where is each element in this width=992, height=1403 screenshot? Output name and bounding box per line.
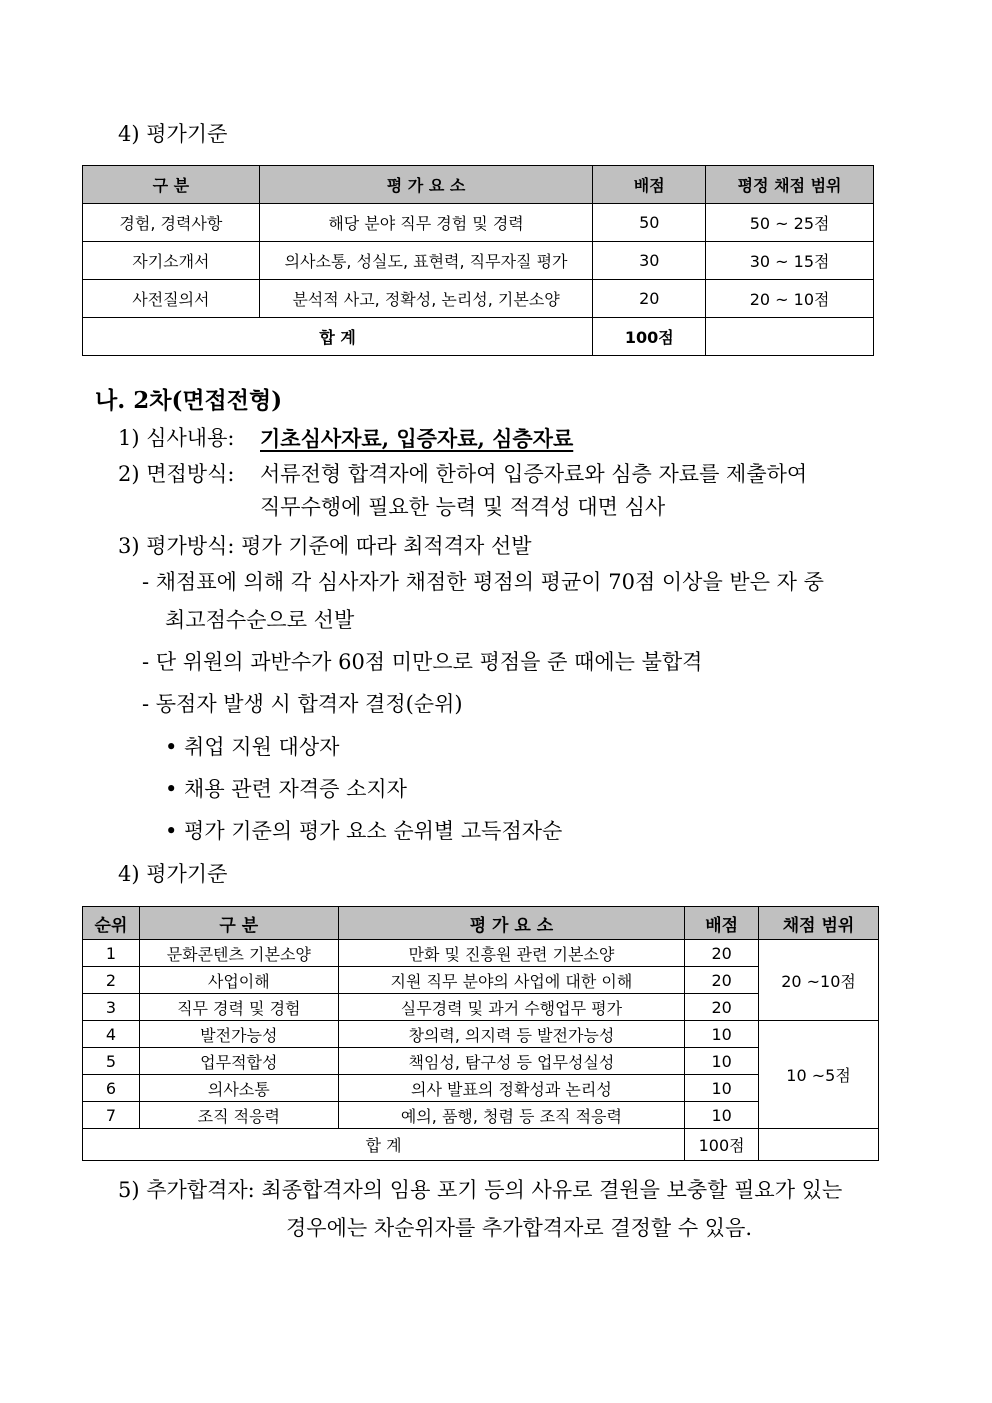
item2-line1: 서류전형 합격자에 한하여 입증자료와 심층 자료를 제출하여 bbox=[260, 462, 808, 486]
cell-element: 의사 발표의 정확성과 논리성 bbox=[338, 1075, 685, 1102]
header-category: 구 분 bbox=[139, 907, 338, 940]
table-row bbox=[83, 1021, 879, 1048]
header-element: 평 가 요 소 bbox=[259, 166, 593, 204]
dash1-line2: 최고점수순으로 선발 bbox=[165, 608, 355, 632]
header-range: 평정 채점 범위 bbox=[706, 166, 874, 204]
cell-rank: 6 bbox=[83, 1075, 140, 1102]
section2-title: 나. 2차(면접전형) bbox=[95, 387, 283, 414]
total-empty bbox=[759, 1129, 879, 1161]
table-row bbox=[83, 280, 874, 318]
dash1-line1: - 채점표에 의해 각 심사자가 채점한 평점의 평균이 70점 이상을 받은 자 중 bbox=[142, 570, 824, 594]
table-header-row bbox=[83, 166, 874, 204]
cell-range-group-a: 20 ~10점 bbox=[759, 940, 879, 1021]
header-range: 채점 범위 bbox=[759, 907, 879, 940]
item1-value: 기초심사자료, 입증자료, 심층자료 bbox=[260, 426, 574, 451]
cell-category: 사업이해 bbox=[139, 967, 338, 994]
total-value: 100점 bbox=[593, 318, 706, 356]
header-category: 구 분 bbox=[83, 166, 260, 204]
cell-range: 30 ~ 15점 bbox=[706, 242, 874, 280]
total-empty bbox=[706, 318, 874, 356]
cell-score: 20 bbox=[685, 967, 759, 994]
evaluation-table-2 bbox=[82, 906, 879, 1161]
evaluation-table-1 bbox=[82, 165, 874, 356]
cell-category: 사전질의서 bbox=[83, 280, 260, 318]
cell-rank: 7 bbox=[83, 1102, 140, 1129]
total-value: 100점 bbox=[685, 1129, 759, 1161]
cell-element: 의사소통, 성실도, 표현력, 직무자질 평가 bbox=[259, 242, 593, 280]
total-label: 합 계 bbox=[83, 318, 593, 356]
dash3: - 동점자 발생 시 합격자 결정(순위) bbox=[142, 692, 463, 716]
item2-line2: 직무수행에 필요한 능력 및 적격성 대면 심사 bbox=[260, 495, 666, 519]
total-label: 합 계 bbox=[83, 1129, 685, 1161]
header-rank: 순위 bbox=[83, 907, 140, 940]
dash2: - 단 위원의 과반수가 60점 미만으로 평점을 준 때에는 불합격 bbox=[142, 650, 703, 674]
cell-category: 직무 경력 및 경험 bbox=[139, 994, 338, 1021]
cell-category: 의사소통 bbox=[139, 1075, 338, 1102]
cell-range: 20 ~ 10점 bbox=[706, 280, 874, 318]
cell-score: 20 bbox=[593, 280, 706, 318]
total-row bbox=[83, 318, 874, 356]
cell-element: 실무경력 및 과거 수행업무 평가 bbox=[338, 994, 685, 1021]
cell-element: 예의, 품행, 청렴 등 조직 적응력 bbox=[338, 1102, 685, 1129]
item5-line1: 5) 추가합격자: 최종합격자의 임용 포기 등의 사유로 결원을 보충할 필요가 있는 bbox=[118, 1178, 843, 1202]
cell-category: 경험, 경력사항 bbox=[83, 204, 260, 242]
cell-element: 해당 분야 직무 경험 및 경력 bbox=[259, 204, 593, 242]
header-score: 배점 bbox=[685, 907, 759, 940]
cell-category: 자기소개서 bbox=[83, 242, 260, 280]
bullet-item: • 취업 지원 대상자 bbox=[165, 735, 340, 759]
item5-line2: 경우에는 차순위자를 추가합격자로 결정할 수 있음. bbox=[286, 1216, 753, 1240]
cell-element: 창의력, 의지력 등 발전가능성 bbox=[338, 1021, 685, 1048]
header-element: 평 가 요 소 bbox=[338, 907, 685, 940]
cell-category: 문화콘텐츠 기본소양 bbox=[139, 940, 338, 967]
item3: 3) 평가방식: 평가 기준에 따라 최적격자 선발 bbox=[118, 534, 532, 558]
cell-score: 20 bbox=[685, 994, 759, 1021]
cell-rank: 3 bbox=[83, 994, 140, 1021]
cell-element: 분석적 사고, 정확성, 논리성, 기본소양 bbox=[259, 280, 593, 318]
cell-score: 10 bbox=[685, 1048, 759, 1075]
cell-element: 지원 직무 분야의 사업에 대한 이해 bbox=[338, 967, 685, 994]
table-row bbox=[83, 940, 879, 967]
table-row bbox=[83, 204, 874, 242]
cell-score: 30 bbox=[593, 242, 706, 280]
header-score: 배점 bbox=[593, 166, 706, 204]
section2-heading4: 4) 평가기준 bbox=[118, 862, 228, 886]
item1-label: 1) 심사내용: bbox=[118, 426, 235, 450]
bullet-item: • 채용 관련 자격증 소지자 bbox=[165, 777, 407, 801]
cell-category: 조직 적응력 bbox=[139, 1102, 338, 1129]
cell-element: 책임성, 탐구성 등 업무성실성 bbox=[338, 1048, 685, 1075]
item2-label: 2) 면접방식: bbox=[118, 462, 235, 486]
total-row bbox=[83, 1129, 879, 1161]
cell-score: 50 bbox=[593, 204, 706, 242]
cell-score: 10 bbox=[685, 1021, 759, 1048]
table-header-row bbox=[83, 907, 879, 940]
bullet-item: • 평가 기준의 평가 요소 순위별 고득점자순 bbox=[165, 819, 563, 843]
table-row bbox=[83, 242, 874, 280]
cell-rank: 1 bbox=[83, 940, 140, 967]
cell-rank: 5 bbox=[83, 1048, 140, 1075]
cell-rank: 4 bbox=[83, 1021, 140, 1048]
cell-score: 10 bbox=[685, 1075, 759, 1102]
cell-range-group-b: 10 ~5점 bbox=[759, 1021, 879, 1129]
cell-score: 20 bbox=[685, 940, 759, 967]
cell-category: 업무적합성 bbox=[139, 1048, 338, 1075]
cell-range: 50 ~ 25점 bbox=[706, 204, 874, 242]
cell-score: 10 bbox=[685, 1102, 759, 1129]
cell-element: 만화 및 진흥원 관련 기본소양 bbox=[338, 940, 685, 967]
section1-heading: 4) 평가기준 bbox=[118, 122, 228, 146]
cell-rank: 2 bbox=[83, 967, 140, 994]
cell-category: 발전가능성 bbox=[139, 1021, 338, 1048]
